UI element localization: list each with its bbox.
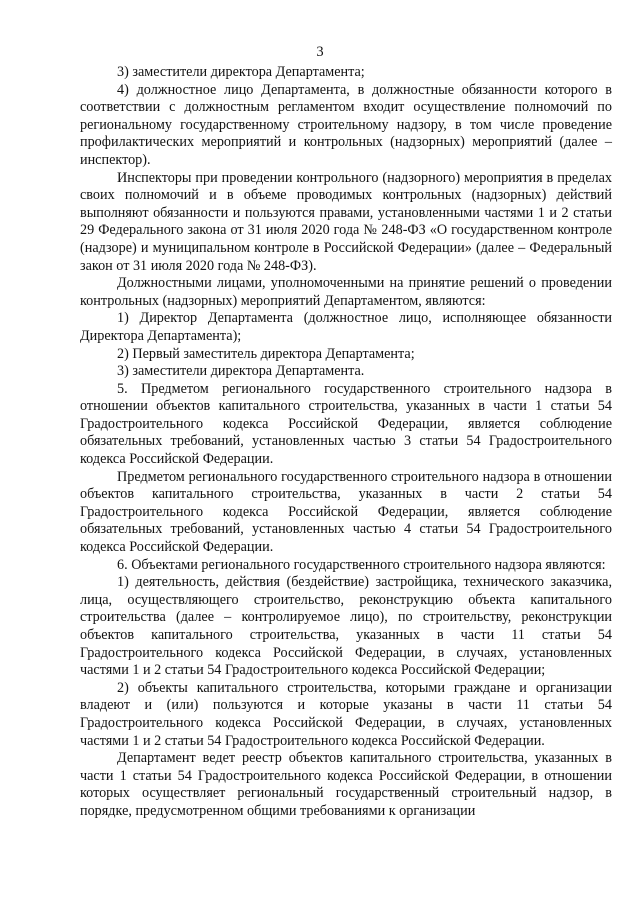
paragraph: 6. Объектами регионального государственного строительного надзора являются:: [117, 556, 606, 573]
paragraph: 2) Первый заместитель директора Департамента;: [117, 345, 415, 362]
paragraph: Должностными лицами, уполномоченными на принятие решений о проведении контрольных (надзорных) мероприятий Департаментом, являются:: [80, 275, 612, 309]
paragraph: 1) Директор Департамента (должностное лицо, исполняющее обязанности Директора Департамента);: [80, 310, 612, 344]
paragraph: 5. Предметом регионального государственного строительного надзора в отношении объектов капитального строительства, указанных в части 1 статьи 54 Градостроительного кодекса Российской Федерации, является соблюдение обязательных требований, установленных частью 3 статьи 54 Градостроительного кодекса Российской Федерации.: [80, 380, 612, 468]
page-number: 3: [316, 44, 324, 60]
paragraph: 4) должностное лицо Департамента, в должностные обязанности которого в соответствии с должностным регламентом входит осуществление полномочий по региональному государственному строительному надзору, в том числе проведение профилактических мероприятий и контрольных (надзорных) мероприятий (далее – инспектор).: [80, 81, 612, 168]
paragraph: Инспекторы при проведении контрольного (надзорного) мероприятия в пределах своих полномочий и в объеме проводимых контрольных (надзорных) действий выполняют обязанности и пользуются правами, установленными частями 1 и 2 статьи 29 Федерального закона от 31 июля 2020 года № 248-ФЗ «О государственном контроле (надзоре) и муниципальном контроле в Российской Федерации» (далее – Федеральный закон от 31 июля 2020 года № 248-ФЗ).: [80, 169, 612, 274]
paragraph: Предметом регионального государственного строительного надзора в отношении объектов капитального строительства, указанных в части 2 статьи 54 Градостроительного кодекса Российской Федерации, является соблюдение обязательных требований, установленных частью 4 статьи 54 Градостроительного кодекса Российской Федерации.: [80, 468, 612, 556]
paragraph: 3) заместители директора Департамента;: [117, 64, 365, 80]
paragraph: 2) объекты капитального строительства, которыми граждане и организации владеют и (или) пользуются и которые указаны в части 11 статьи 54 Градостроительного кодекса Российской Федерации, в случаях, установленных частями 1 и 2 статьи 54 Градостроительного кодекса Российской Федерации.: [80, 679, 612, 749]
paragraph: 1) деятельность, действия (бездействие) застройщика, технического заказчика, лица, осуществляющего строительство, реконструкцию объекта капитального строительства (далее – контролируемое лицо), по строительству, реконструкции объектов капитального строительства, указанных в части 11 статьи 54 Градостроительного кодекса Российской Федерации, в случаях, установленных частями 1 и 2 статьи 54 Градостроительного кодекса Российской Федерации;: [80, 574, 612, 679]
document-body: [80, 64, 612, 821]
paragraph: Департамент ведет реестр объектов капитального строительства, указанных в части 1 статьи 54 Градостроительного кодекса Российской Федерации, в отношении которых осуществляет региональный государственный строительный надзор, в порядке, предусмотренном общими требованиями к организации: [80, 750, 612, 819]
paragraph: 3) заместители директора Департамента.: [117, 363, 365, 380]
